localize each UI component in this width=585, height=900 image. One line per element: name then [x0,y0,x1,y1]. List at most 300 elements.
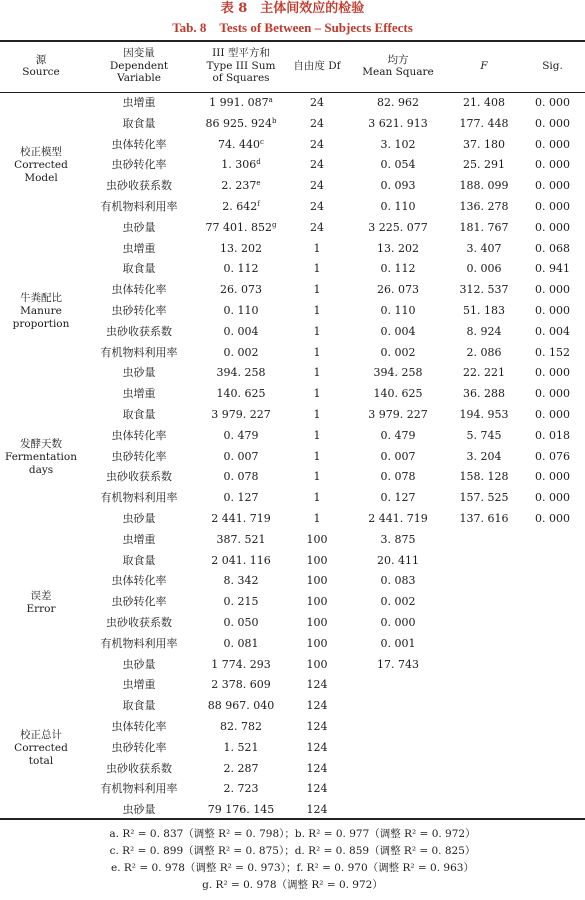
footnote-line: a. R² = 0. 837（调整 R² = 0. 798）；b. R² = 0. 977（调整 R² = 0. 972） [109,828,476,840]
footnote-marker: d [256,158,261,167]
ms-cell: 0. 002 [380,345,416,359]
f-cell: 21. 408 [463,96,505,109]
sig-cell: 0. 000 [535,116,570,130]
f-cell: 137. 616 [459,512,509,525]
f-cell [448,738,520,759]
ms-cell: 0. 004 [380,324,416,338]
header-df-label: 自由度 Df [293,59,341,72]
f-cell: 37. 180 [463,137,505,151]
dependent-variable-cell: 虫砂量 [122,657,156,671]
source-label-line: 校正模型 [20,146,62,159]
dependent-variable-cell: 虫砂收获系数 [106,616,172,629]
header-df [286,42,348,90]
dependent-variable-cell: 取食量 [122,116,156,130]
footnote-marker: g [272,220,277,229]
f-cell [448,613,520,634]
table-row [0,467,585,488]
sig-cell: 0. 000 [535,512,570,525]
f-cell [448,779,520,800]
f-cell: 312. 537 [459,283,509,297]
dependent-variable-cell: 有机物料利用率 [100,782,178,796]
df-cell: 1 [313,449,321,463]
ss-value: 8. 342 [223,574,259,588]
df-cell: 1 [313,470,321,484]
f-cell: 0. 006 [466,262,502,276]
table-row [0,301,585,322]
ms-cell: 0. 110 [380,304,416,317]
df-cell: 100 [306,595,328,609]
sig-cell: 0. 018 [535,428,570,442]
ss-cell [196,509,286,530]
ss-value: 387. 521 [216,532,266,546]
sig-cell [520,696,585,717]
dependent-variable-cell: 取食量 [122,699,156,713]
ss-value: 2. 723 [223,782,259,796]
sig-cell [520,592,585,613]
ss-value: 0. 110 [223,304,259,317]
dependent-variable-cell: 虫增重 [122,387,156,401]
sig-cell [520,634,585,655]
header-f-label: F [480,59,488,72]
df-cell: 124 [306,761,328,775]
sig-cell: 0. 000 [535,470,570,484]
ss-value: 0. 078 [223,470,259,484]
ss-value: 3 979. 227 [211,408,271,421]
f-cell [448,634,520,655]
sig-cell: 0. 068 [535,241,570,255]
ss-cell [196,343,286,364]
ss-cell [196,675,286,696]
dependent-variable-cell: 虫砂转化率 [111,158,167,172]
ms-cell: 394. 258 [373,366,423,380]
bottom-rule [0,818,585,820]
ss-value: 0. 215 [223,595,259,609]
header-mean-square [348,42,448,90]
ss-cell [196,197,286,218]
ms-cell: 0. 054 [380,158,416,172]
df-cell: 1 [313,304,321,317]
ms-cell [348,738,448,759]
dependent-variable-cell: 虫体转化率 [111,428,167,442]
header-f [448,42,520,90]
ss-cell [196,363,286,384]
dependent-variable-cell: 虫砂转化率 [111,449,167,463]
ss-cell [196,405,286,426]
table-row [0,613,585,634]
table-title-chinese: 表 8 主体间效应的检验 [220,1,365,16]
sig-cell: 0. 004 [535,324,570,338]
ss-value: 77 401. 852 [205,220,272,234]
df-cell: 100 [306,532,328,546]
ms-cell: 0. 127 [380,491,416,505]
ms-cell: 3 979. 227 [368,408,428,421]
ss-value: 0. 081 [223,636,259,650]
dependent-variable-cell: 虫砂量 [122,512,156,525]
df-cell: 1 [313,262,321,276]
f-cell: 8. 924 [466,324,502,338]
source-label-line: 发酵天数 [20,437,62,450]
df-cell: 24 [310,220,324,234]
sig-cell: 0. 000 [535,283,570,297]
dependent-variable-cell: 有机物料利用率 [100,200,178,213]
sig-cell: 0. 000 [535,304,570,317]
ss-cell [196,467,286,488]
dependent-variable-cell: 有机物料利用率 [100,636,178,650]
sig-cell [520,571,585,592]
dependent-variable-cell: 取食量 [122,408,156,421]
dependent-variable-cell: 虫砂量 [122,366,156,380]
f-cell: 36. 288 [463,387,505,401]
f-cell: 158. 128 [459,470,509,484]
dependent-variable-cell: 虫砂收获系数 [106,761,172,775]
ms-cell: 0. 083 [380,574,416,588]
ss-cell [196,218,286,239]
table-row [0,509,585,530]
footnote-line: e. R² = 0. 978（调整 R² = 0. 973）；f. R² = 0. 970（调整 R² = 0. 963） [111,862,474,874]
sig-cell: 0. 000 [535,387,570,401]
ss-value: 1. 306 [221,158,257,172]
f-cell [448,696,520,717]
f-cell [448,592,520,613]
header-source-cn: 源 [35,53,47,66]
ss-cell [196,488,286,509]
table-row [0,114,585,135]
ms-cell: 13. 202 [377,241,419,255]
table-row [0,218,585,239]
df-cell: 1 [313,345,321,359]
ss-value: 2. 287 [223,761,259,775]
header-ms-cn: 均方 [387,53,409,66]
ss-cell [196,696,286,717]
header-ss-cn: III 型平方和 [212,47,270,60]
sig-cell [520,738,585,759]
df-cell: 100 [306,636,328,650]
table-row [0,322,585,343]
ss-value: 0. 002 [223,345,259,359]
header-dependent-en-2: Variable [117,72,161,85]
ms-cell: 17. 743 [377,657,419,671]
ss-cell [196,717,286,738]
ms-cell: 0. 093 [380,179,416,193]
f-cell: 5. 745 [466,428,502,442]
table-row [0,759,585,780]
dependent-variable-cell: 取食量 [122,262,156,276]
ss-cell [196,571,286,592]
header-dependent-cn: 因变量 [123,47,155,60]
ss-value: 82. 782 [220,720,262,733]
table-row [0,779,585,800]
header-ms-en: Mean Square [362,66,434,78]
ss-cell [196,759,286,780]
table-row [0,426,585,447]
source-label-line: Error [26,602,56,615]
dependent-variable-cell: 虫砂量 [122,220,156,234]
f-cell: 2. 086 [466,345,502,359]
ss-cell [196,301,286,322]
ss-value: 2. 642 [222,200,258,213]
f-cell [448,655,520,676]
sig-cell: 0. 000 [535,200,570,213]
ss-cell [196,447,286,468]
header-sig [520,42,585,90]
ss-value: 1. 521 [223,740,259,754]
table-title-english: Tab. 8 Tests of Between – Subjects Effects [172,20,413,35]
df-cell: 124 [306,699,328,713]
dependent-variable-cell: 虫增重 [122,678,156,692]
df-cell: 124 [306,678,328,692]
ss-cell [196,634,286,655]
table-footnotes [0,826,585,894]
f-cell: 22. 221 [463,366,505,380]
ss-value: 0. 050 [223,616,259,629]
table-row [0,176,585,197]
ms-cell: 140. 625 [373,387,423,401]
table-row [0,197,585,218]
table-row [0,93,585,114]
sig-cell [520,675,585,696]
ms-cell: 0. 000 [380,616,416,629]
df-cell: 100 [306,657,328,671]
f-cell [448,717,520,738]
ss-cell [196,592,286,613]
f-cell [448,551,520,572]
dependent-variable-cell: 虫砂量 [122,803,156,817]
f-cell: 3. 407 [466,241,502,255]
ms-cell: 3. 875 [380,532,416,546]
ss-cell [196,176,286,197]
header-ss-en-2: of Squares [212,72,270,85]
ms-cell: 20. 411 [377,553,419,567]
table-row [0,135,585,156]
table-row [0,447,585,468]
df-cell: 1 [313,428,321,442]
df-cell: 24 [310,158,324,172]
table-row [0,571,585,592]
ss-value: 140. 625 [216,387,266,401]
f-cell [448,530,520,551]
f-cell [448,675,520,696]
footnote-marker: c [260,137,264,146]
sig-cell: 0. 152 [535,345,570,359]
f-cell: 3. 204 [466,449,502,463]
dependent-variable-cell: 虫砂转化率 [111,740,167,754]
df-cell: 100 [306,553,328,567]
ss-cell [196,93,286,114]
ms-cell: 0. 112 [380,262,416,276]
table-row [0,488,585,509]
sig-cell: 0. 000 [535,408,570,421]
table-row [0,589,585,613]
source-label-line: 校正总计 [20,728,62,741]
source-label-line: Model [24,172,58,185]
ss-value: 2 378. 609 [211,678,271,692]
ss-value: 0. 127 [223,491,259,505]
ss-value: 394. 258 [216,366,266,380]
footnote-marker: a [268,96,273,104]
df-cell: 24 [310,179,324,193]
df-cell: 124 [306,720,328,733]
df-cell: 1 [313,387,321,401]
ss-value: 2 441. 719 [211,512,271,525]
dependent-variable-cell: 虫体转化率 [111,283,167,297]
dependent-variable-cell: 虫砂收获系数 [106,470,172,484]
f-cell: 136. 278 [459,200,509,213]
dependent-variable-cell: 虫砂收获系数 [106,179,172,193]
sig-cell [520,551,585,572]
ms-cell: 3. 102 [380,137,416,151]
header-dependent-variable [82,42,196,90]
dependent-variable-cell: 有机物料利用率 [100,491,178,505]
sig-cell [520,717,585,738]
ss-value: 13. 202 [220,241,262,255]
f-cell: 194. 953 [459,408,509,421]
ms-cell: 0. 001 [380,636,416,650]
sig-cell: 0. 000 [535,137,570,151]
dependent-variable-cell: 虫砂收获系数 [106,324,172,338]
table-row [0,384,585,405]
table-row [0,530,585,551]
ss-value: 0. 112 [223,262,259,276]
sig-cell: 0. 000 [535,96,570,109]
table-row [0,675,585,696]
source-label-line: Fermentation [4,450,78,463]
dependent-variable-cell: 虫增重 [122,96,156,109]
df-cell: 100 [306,616,328,629]
source-label-line: Corrected [14,741,68,754]
source-label-line: proportion [12,317,70,330]
ms-cell: 0. 002 [380,595,416,609]
ss-value: 0. 004 [223,324,259,338]
table-row [0,696,585,717]
df-cell: 1 [313,241,321,255]
df-cell: 1 [313,512,321,525]
footnote-line: g. R² = 0. 978（调整 R² = 0. 972） [202,879,383,891]
ss-cell [196,135,286,156]
sig-cell [520,759,585,780]
table-row [0,280,585,301]
df-cell: 124 [306,740,328,754]
header-source [0,42,82,90]
table-row [0,363,585,384]
f-cell: 177. 448 [459,116,509,130]
ss-cell [196,239,286,260]
table-row [0,634,585,655]
footnote-marker: e [256,179,261,188]
f-cell: 25. 291 [463,158,505,172]
sig-cell: 0. 076 [535,449,570,463]
f-cell: 188. 099 [459,179,509,193]
ss-cell [196,280,286,301]
source-label-line: days [28,463,54,476]
ms-cell: 82. 962 [377,96,419,109]
sig-cell: 0. 941 [535,262,570,276]
ss-value: 2. 237 [221,179,257,193]
df-cell: 1 [313,324,321,338]
footnote-marker: f [257,200,260,208]
source-label-line: Manure [20,304,62,317]
table-row [0,551,585,572]
ss-value: 1 774. 293 [211,657,271,671]
sig-cell: 0. 000 [535,158,570,172]
ms-cell [348,779,448,800]
sig-cell: 0. 000 [535,366,570,380]
source-label-line: 误差 [30,589,52,602]
df-cell: 1 [313,283,321,297]
ss-cell [196,655,286,676]
dependent-variable-cell: 虫体转化率 [111,137,167,151]
table-row [0,405,585,426]
ss-cell [196,384,286,405]
ss-cell [196,259,286,280]
ss-value: 1 991. 087 [209,96,269,109]
table-row [0,259,585,280]
ms-cell [348,675,448,696]
df-cell: 124 [306,782,328,796]
sig-cell: 0. 000 [535,220,570,234]
ms-cell: 0. 078 [380,470,416,484]
ms-cell: 0. 007 [380,449,416,463]
df-cell: 1 [313,491,321,505]
header-ss-en-1: Type III Sum [206,59,276,72]
table-row [0,239,585,260]
header-sig-label: Sig. [542,59,563,72]
ss-cell [196,530,286,551]
ss-value: 26. 073 [220,283,262,297]
ms-cell: 0. 110 [380,200,416,213]
ms-cell [348,759,448,780]
df-cell: 100 [306,574,328,588]
df-cell: 24 [310,116,324,130]
table-row [0,343,585,364]
footnote-line: c. R² = 0. 899（调整 R² = 0. 875）；d. R² = 0. 859（调整 R² = 0. 825） [109,845,476,857]
df-cell: 1 [313,408,321,421]
table-row [0,155,585,176]
ss-value: 88 967. 040 [207,699,275,713]
sig-cell [520,655,585,676]
df-cell: 1 [313,366,321,380]
ss-value: 74. 440 [218,137,261,151]
sig-cell [520,530,585,551]
header-dependent-en-1: Dependent [109,59,169,72]
dependent-variable-cell: 虫砂转化率 [111,304,167,317]
dependent-variable-cell: 虫体转化率 [111,574,167,588]
ss-cell [196,322,286,343]
ms-cell: 3 621. 913 [368,116,428,130]
dependent-variable-cell: 有机物料利用率 [100,345,178,359]
source-label-line: Corrected [14,159,68,172]
header-sum-of-squares [196,42,286,90]
ss-cell [196,738,286,759]
f-cell: 181. 767 [459,220,509,234]
ss-cell [196,426,286,447]
header-source-en: Source [22,66,60,78]
footnote-marker: b [272,116,277,125]
f-cell: 51. 183 [463,304,505,317]
source-label-line: total [28,754,54,767]
ss-value: 2 041. 116 [211,553,271,567]
ss-cell [196,613,286,634]
ss-cell [196,551,286,572]
dependent-variable-cell: 取食量 [122,553,156,567]
ms-cell [348,717,448,738]
ss-value: 0. 007 [223,449,259,463]
table-row [0,717,585,738]
table-row [0,655,585,676]
sig-cell [520,779,585,800]
ss-cell [196,114,286,135]
df-cell: 24 [310,96,324,109]
ss-value: 0. 479 [223,428,259,442]
